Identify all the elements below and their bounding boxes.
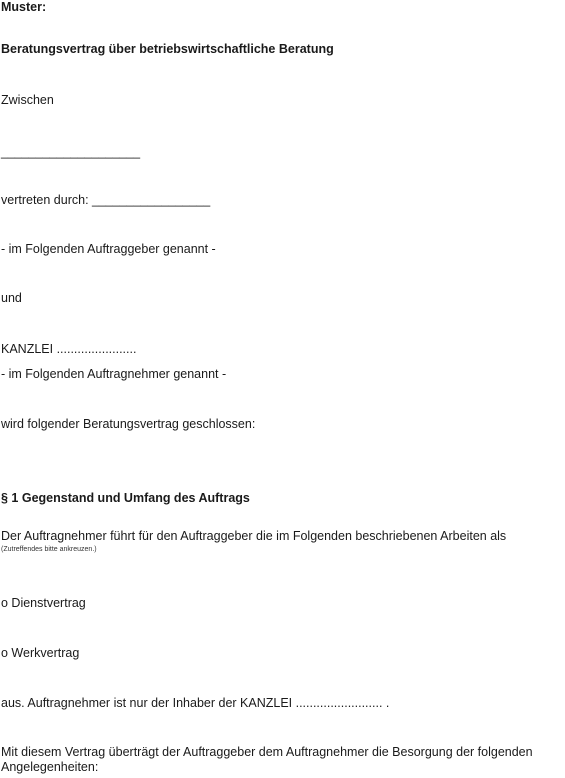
section1-note: (Zutreffendes bitte ankreuzen.) xyxy=(1,546,97,553)
firm-line: KANZLEI ....................... xyxy=(1,342,137,356)
contractor-clause: aus. Auftragnehmer ist nur der Inhaber der KANZLEI ......................... . xyxy=(1,696,390,710)
concluded-text: wird folgender Beratungsvertrag geschlossen: xyxy=(1,417,256,431)
section1-heading: § 1 Gegenstand und Umfang des Auftrags xyxy=(1,491,250,505)
contractor-named-label: - im Folgenden Auftragnehmer genannt - xyxy=(1,367,227,381)
party-blank-line: ____________________ xyxy=(1,145,141,159)
client-named-label: - im Folgenden Auftraggeber genannt - xyxy=(1,242,216,256)
between-label: Zwischen xyxy=(1,93,54,107)
option-work-contract: o Werkvertrag xyxy=(1,646,80,660)
and-label: und xyxy=(1,291,22,305)
document-title: Beratungsvertrag über betriebswirtschaftliche Beratung xyxy=(1,42,334,56)
option-service-contract: o Dienstvertrag xyxy=(1,596,86,610)
document-label: Muster: xyxy=(1,0,47,14)
represented-by-line: vertreten durch: _________________ xyxy=(1,193,211,207)
transfer-text: Mit diesem Vertrag überträgt der Auftraggeber dem Auftragnehmer die Besorgung der folgenden Angelegenheiten: xyxy=(1,745,533,774)
section1-text: Der Auftragnehmer führt für den Auftraggeber die im Folgenden beschriebenen Arbeiten als xyxy=(1,529,507,543)
